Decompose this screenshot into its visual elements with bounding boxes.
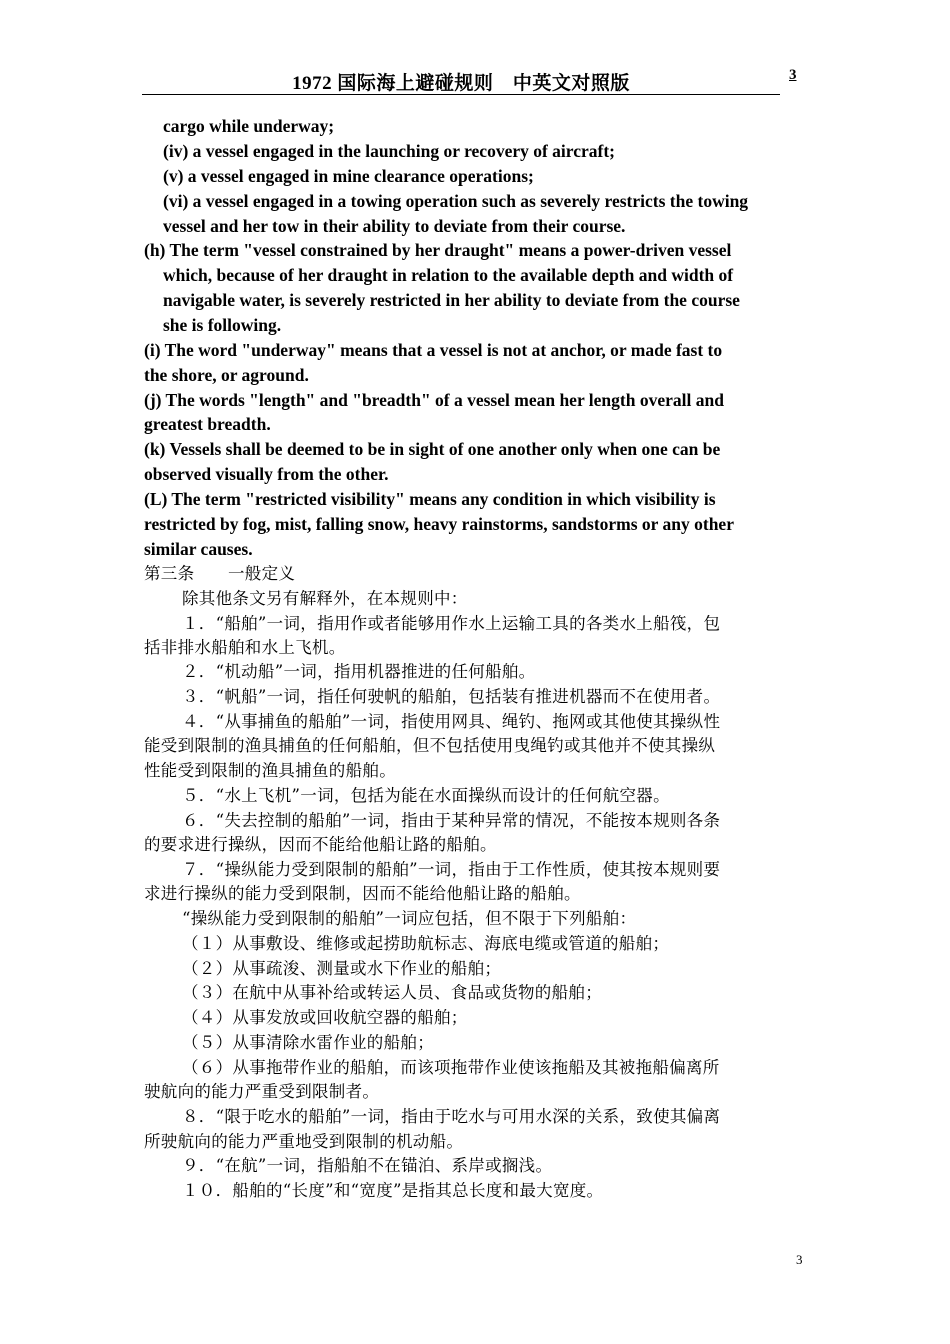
english-line: vessel and her tow in their ability to deviate from their course.	[163, 216, 626, 236]
english-line: observed visually from the other.	[144, 464, 389, 484]
english-line: (v) a vessel engaged in mine clearance operations;	[163, 166, 534, 186]
chinese-line: ７．“操纵能力受到限制的船舶”一词，指由于工作性质，使其按本规则要	[182, 860, 721, 879]
chinese-line: ９．“在航”一词，指船舶不在锚泊、系岸或搁浅。	[182, 1156, 553, 1175]
chinese-line: 除其他条文另有解释外，在本规则中：	[182, 589, 468, 608]
english-line: she is following.	[163, 315, 282, 335]
chinese-line: 括非排水船舶和水上飞机。	[144, 638, 346, 657]
chinese-line: ４．“从事捕鱼的船舶”一词，指使用网具、绳钓、拖网或其他使其操纵性	[182, 712, 721, 731]
english-line: navigable water, is severely restricted in her ability to deviate from the course	[163, 290, 740, 310]
page-header	[142, 66, 780, 95]
chinese-line: （５）从事清除水雷作业的船舶；	[182, 1033, 434, 1052]
english-line: greatest breadth.	[144, 414, 271, 434]
english-line: (j) The words "length" and "breadth" of a vessel mean her length overall and	[144, 390, 724, 410]
chinese-line: ６．“失去控制的船舶”一词，指由于某种异常的情况，不能按本规则各条	[182, 811, 721, 830]
chinese-line: ２．“机动船”一词，指用机器推进的任何船舶。	[182, 662, 536, 681]
chinese-line: 能受到限制的渔具捕鱼的任何船舶，但不包括使用曳绳钓或其他并不使其操纵	[144, 736, 716, 755]
english-line: (vi) a vessel engaged in a towing operation such as severely restricts the towing	[163, 191, 749, 211]
english-line: (L) The term "restricted visibility" means any condition in which visibility is	[144, 489, 716, 509]
chinese-line: （６）从事拖带作业的船舶，而该项拖带作业使该拖船及其被拖船偏离所	[182, 1058, 720, 1077]
chinese-line: 性能受到限制的渔具捕鱼的船舶。	[144, 761, 396, 780]
english-line: similar causes.	[144, 539, 253, 559]
english-line: (i) The word "underway" means that a vessel is not at anchor, or made fast to	[144, 340, 723, 360]
chinese-line: （３）在航中从事补给或转运人员、食品或货物的船舶；	[182, 983, 602, 1002]
chinese-line: “操纵能力受到限制的船舶”一词应包括，但不限于下列船舶：	[182, 909, 637, 928]
english-line: restricted by fog, mist, falling snow, heavy rainstorms, sandstorms or any other	[144, 514, 734, 534]
chinese-line: （４）从事发放或回收航空器的船舶；	[182, 1008, 468, 1027]
chinese-line: （１）从事敷设、维修或起捞助航标志、海底电缆或管道的船舶；	[182, 934, 670, 953]
chinese-line: ５．“水上飞机”一词，包括为能在水面操纵而设计的任何航空器。	[182, 786, 670, 805]
article-heading: 第三条 一般定义	[144, 564, 296, 583]
chinese-line: ８．“限于吃水的船舶”一词，指由于吃水与可用水深的关系，致使其偏离	[182, 1107, 721, 1126]
chinese-line: １．“船舶”一词，指用作或者能够用作水上运输工具的各类水上船筏，包	[182, 614, 721, 633]
chinese-line: （２）从事疏浚、测量或水下作业的船舶；	[182, 959, 502, 978]
chinese-line: 驶航向的能力严重受到限制者。	[144, 1082, 380, 1101]
header-page-number: 3	[789, 67, 797, 83]
chinese-line: 所驶航向的能力严重地受到限制的机动船。	[144, 1132, 464, 1151]
english-line: (h) The term "vessel constrained by her draught" means a power-driven vessel	[144, 240, 732, 260]
english-line: the shore, or aground.	[144, 365, 309, 385]
english-line: cargo while underway;	[163, 116, 335, 136]
english-line: (k) Vessels shall be deemed to be in sight of one another only when one can be	[144, 439, 721, 459]
chinese-line: １０．船舶的“长度”和“宽度”是指其总长度和最大宽度。	[182, 1181, 604, 1200]
english-line: (iv) a vessel engaged in the launching or recovery of aircraft;	[163, 141, 616, 161]
chinese-line: 的要求进行操纵，因而不能给他船让路的船舶。	[144, 835, 497, 854]
footer-page-number: 3	[796, 1252, 803, 1267]
chinese-line: 求进行操纵的能力受到限制，因而不能给他船让路的船舶。	[144, 884, 581, 903]
english-line: which, because of her draught in relation to the available depth and width of	[163, 265, 734, 285]
header-title: 1972 国际海上避碰规则 中英文对照版	[292, 73, 630, 94]
chinese-line: ３．“帆船”一词，指任何驶帆的船舶，包括装有推进机器而不在使用者。	[182, 687, 721, 706]
